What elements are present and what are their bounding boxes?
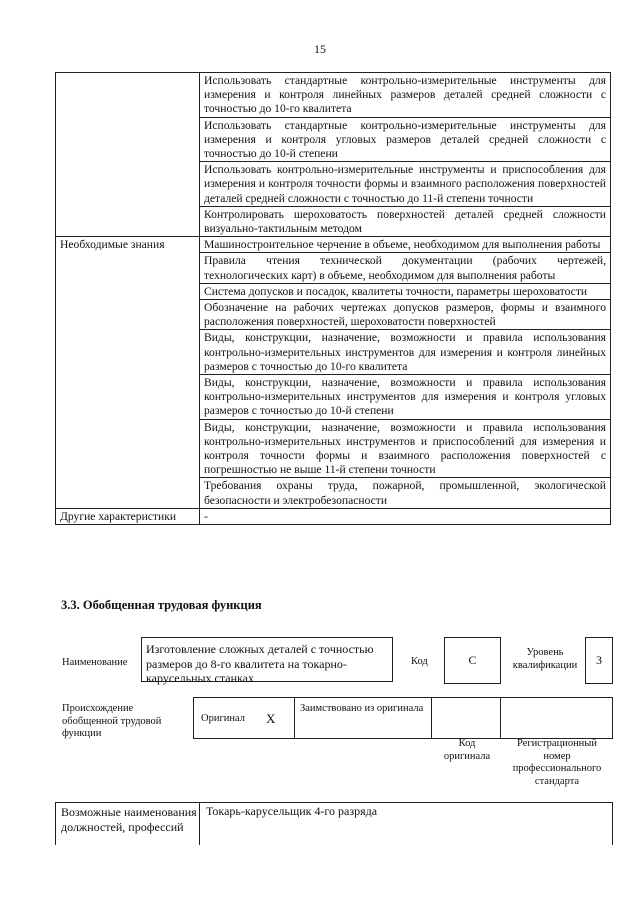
row-cell: Виды, конструкции, назначение, возможности и правила использования контрольно-измерительных инструментов для измерения и контроля угловых размеров с точностью до 10-й степени [200, 375, 611, 420]
row-cell: Использовать стандартные контрольно-измерительные инструменты для измерения и контроля угловых размеров деталей средней сложности с точностью до 10-й степени [200, 117, 611, 162]
row-cell: Обозначение на рабочих чертежах допусков размеров, формы и взаимного расположения поверхностей, шероховатости поверхностей [200, 300, 611, 330]
divider [199, 803, 200, 845]
row-cell: Система допусков и посадок, квалитеты точности, параметры шероховатости [200, 283, 611, 299]
original-mark: X [266, 711, 276, 726]
row-cell: Правила чтения технической документации (рабочих чертежей, технологических карт) в объеме, необходимом для выполнения работы [200, 253, 611, 283]
positions-value: Токарь-карусельщик 4-го разряда [206, 804, 378, 818]
row-cell: Контролировать шероховатость поверхностей деталей средней сложности визуально-тактильным методом [200, 206, 611, 236]
table-row [56, 508, 611, 524]
page-number: 15 [314, 42, 326, 56]
level-label: Уровень квалификации [512, 647, 578, 671]
divider [500, 698, 501, 738]
code-caption: Код оригинала [443, 738, 491, 762]
function-name-value: Изготовление сложных деталей с точностью размеров до 8-го квалитета на токарно-карусельных станках [146, 642, 374, 685]
reg-caption: Регистрационный номер профессионального стандарта [512, 738, 602, 787]
code-value-box [444, 637, 501, 684]
table-row [56, 73, 611, 118]
row-label: Необходимые знания [56, 237, 200, 509]
code-value: C [468, 653, 477, 667]
code-label: Код [411, 656, 428, 667]
divider [294, 698, 295, 738]
origin-box [193, 697, 613, 739]
row-label: Другие характеристики [56, 508, 200, 524]
row-cell: Машиностроительное черчение в объеме, необходимом для выполнения работы [200, 237, 611, 253]
level-value: 3 [596, 653, 602, 667]
divider [431, 698, 432, 738]
level-value-box [585, 637, 613, 684]
row-cell: Использовать стандартные контрольно-измерительные инструменты для измерения и контроля линейных размеров деталей средней сложности с точностью до 10-го квалитета [200, 73, 611, 118]
origin-label: Происхождение обобщенной трудовой функции [62, 703, 162, 739]
row-cell: Виды, конструкции, назначение, возможности и правила использования контрольно-измерительных инструментов для измерения и контроля линейных размеров с точностью до 10-го квалитета [200, 330, 611, 375]
row-cell: - [200, 508, 611, 524]
skills-knowledge-table [55, 72, 611, 525]
row-cell: Требования охраны труда, пожарной, промышленной, экологической безопасности и электробезопасности [200, 478, 611, 508]
section-title: 3.3. Обобщенная трудовая функция [61, 598, 262, 612]
table-row [56, 237, 611, 253]
function-name-box [141, 637, 393, 685]
borrowed-label: Заимствовано из оригинала [300, 703, 424, 714]
positions-box [55, 802, 613, 845]
row-cell: Виды, конструкции, назначение, возможности и правила использования контрольно-измерительных инструментов и приспособлений для измерения и контроля точности формы и взаимного расположения поверхностей с погрешностью не выше 11-й степени точности [200, 419, 611, 478]
positions-label: Возможные наименования должностей, профессий [61, 805, 197, 834]
row-cell: Использовать контрольно-измерительные инструменты и приспособления для измерения и контроля точности формы и взаимного расположения поверхностей деталей средней сложности с точностью до 11-й степени точности [200, 162, 611, 207]
original-label: Оригинал [201, 713, 245, 724]
name-label: Наименование [62, 657, 128, 668]
row-label [56, 73, 200, 237]
